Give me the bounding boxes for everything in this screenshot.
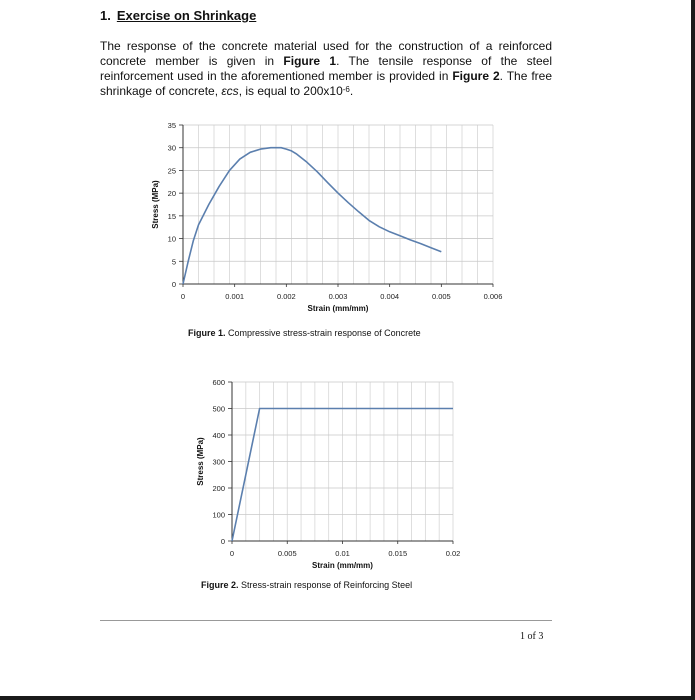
figure-2-ref: Figure 2 [452, 69, 500, 83]
section-title: Exercise on Shrinkage [116, 8, 257, 23]
y-tick-label: 15 [167, 211, 176, 221]
x-tick-label: 0.005 [277, 549, 297, 558]
para-text-4: , is equal to 200x10 [238, 84, 343, 98]
y-tick-label: 400 [212, 431, 225, 440]
x-tick-label: 0.004 [380, 292, 400, 301]
y-tick-label: 600 [212, 378, 225, 387]
x-tick-label: 0.005 [431, 292, 451, 301]
para-text-1: The response of the concrete material used for the construction of a reinforced concrete member is given in [100, 39, 552, 68]
y-tick-label: 100 [212, 510, 225, 520]
x-tick-label: 0.02 [445, 549, 461, 558]
y-tick-label: 300 [212, 457, 225, 467]
x-axis-label: Strain (mm/mm) [307, 304, 369, 313]
figure-2-caption-text: Stress-strain response of Reinforcing Steel [238, 580, 413, 590]
x-tick-label: 0.015 [388, 549, 408, 558]
exponent: -6 [342, 85, 350, 94]
y-tick-label: 5 [171, 257, 176, 267]
figure-1-caption-label: Figure 1. [188, 328, 226, 338]
x-tick-label: 0 [180, 292, 186, 301]
x-tick-label: 0.006 [483, 292, 503, 301]
para-text-5: . [349, 84, 354, 98]
y-tick-label: 20 [167, 189, 176, 199]
figure-2-caption [201, 580, 412, 590]
shrinkage-symbol: εcs [221, 84, 239, 98]
section-number: 1. [100, 8, 111, 23]
figure-1-caption-text: Compressive stress-strain response of Concrete [225, 328, 421, 338]
figure-2-caption-label: Figure 2. [201, 580, 239, 590]
para-text-2: . The tensile response of the steel reinforcement used in the aforementioned member is provided in [100, 54, 552, 83]
y-axis-label: Stress (MPa) [196, 437, 205, 486]
y-tick-label: 35 [167, 121, 176, 130]
x-tick-label: 0.001 [225, 292, 245, 301]
y-tick-label: 10 [167, 234, 176, 244]
y-tick-label: 30 [167, 143, 176, 153]
para-text-3: . The free shrinkage of concrete, [100, 69, 552, 98]
x-tick-label: 0.003 [328, 292, 348, 301]
y-tick-label: 500 [212, 404, 225, 414]
x-tick-label: 0.002 [276, 292, 296, 301]
y-tick-label: 0 [171, 280, 176, 289]
x-axis-label: Strain (mm/mm) [312, 561, 373, 570]
x-tick-label: 0 [229, 549, 235, 558]
page-number: 1 of 3 [520, 631, 544, 642]
y-axis-label: Stress (MPa) [151, 180, 160, 229]
figure-1-ref: Figure 1 [283, 54, 337, 68]
y-tick-label: 0 [220, 537, 225, 546]
x-tick-label: 0.01 [335, 549, 350, 558]
window-edge-bottom [0, 696, 695, 700]
y-tick-label: 200 [212, 484, 225, 493]
y-tick-label: 25 [167, 166, 176, 176]
footer-rule [100, 620, 552, 621]
